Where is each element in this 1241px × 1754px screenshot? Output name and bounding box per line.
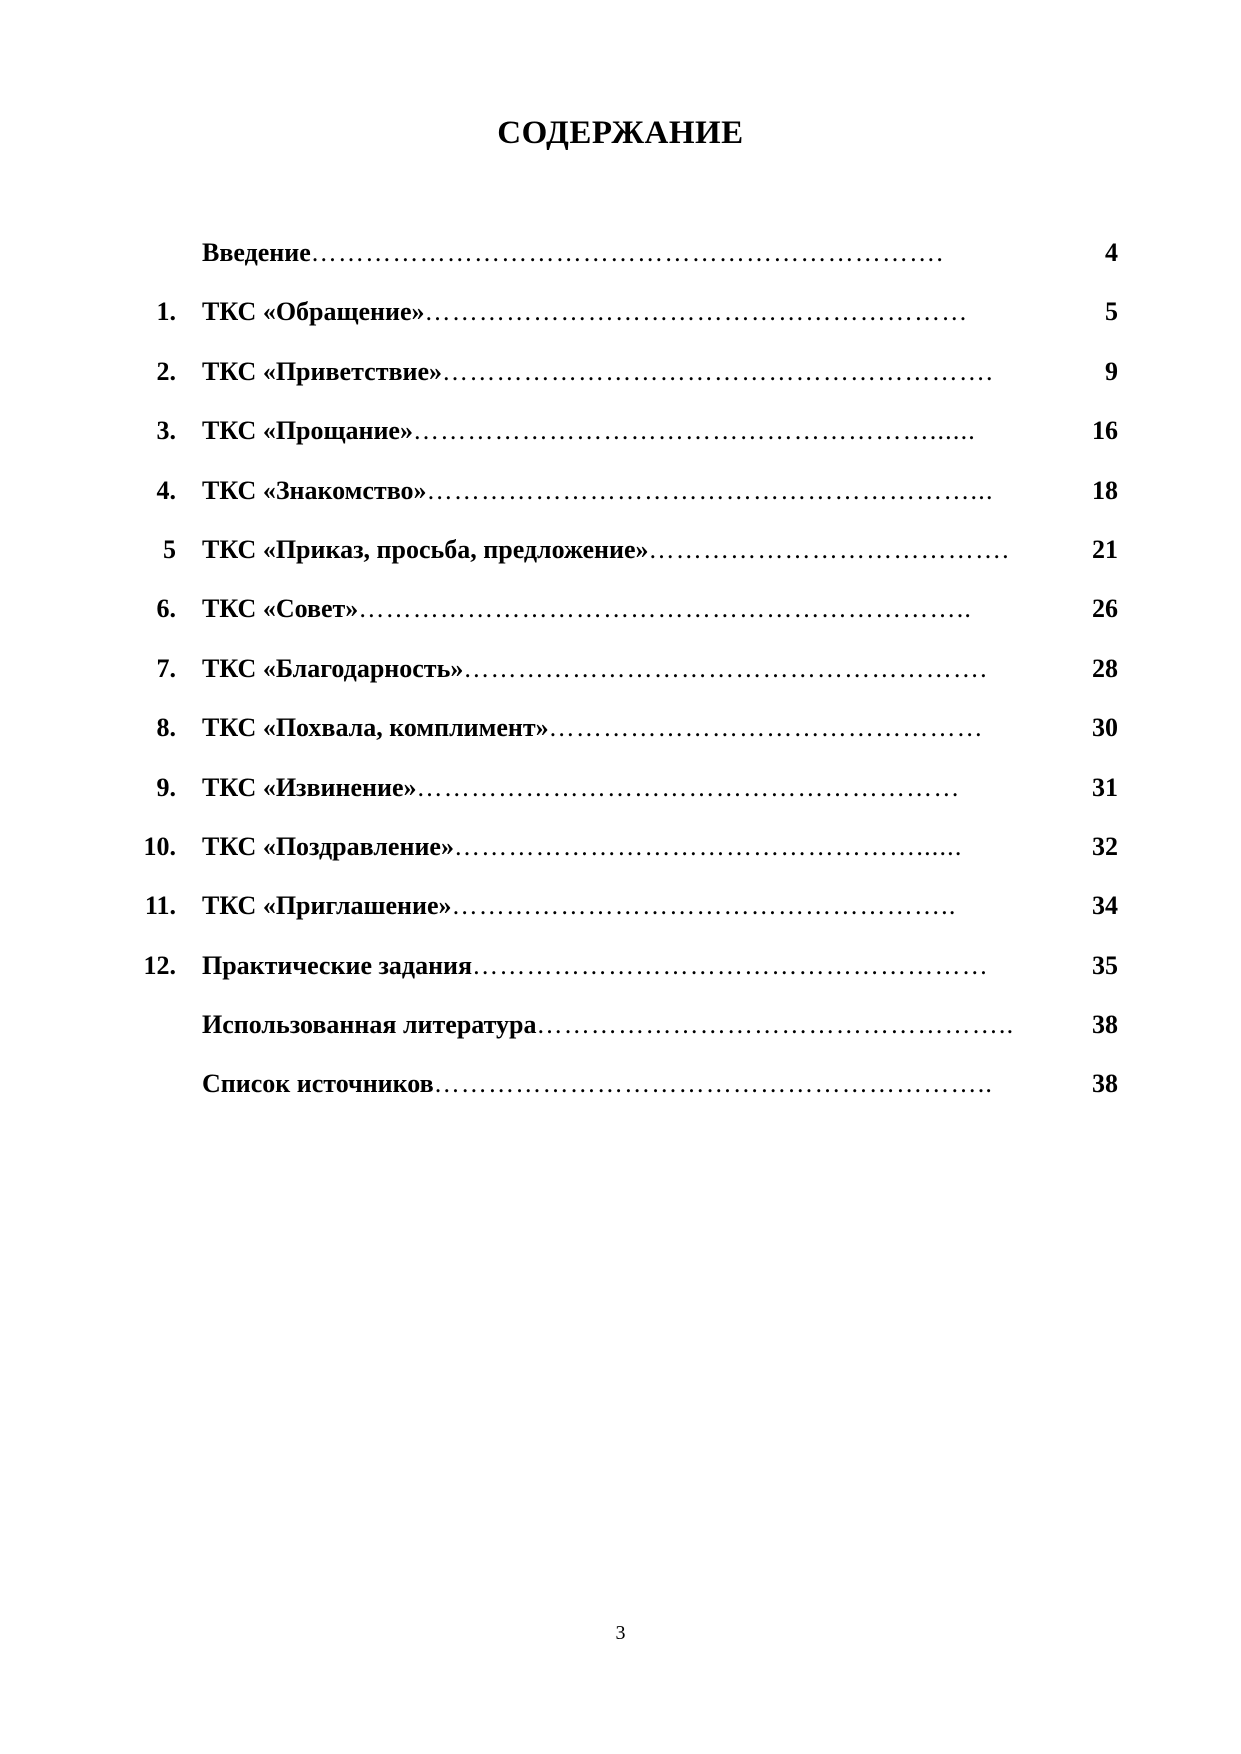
toc-entry-page: 16 [1092, 416, 1118, 446]
toc-entry-title-line [202, 832, 1056, 862]
page-number: 3 [615, 1622, 626, 1644]
toc-entry-leader-dots: ………………………………………… [548, 713, 984, 743]
page-title: СОДЕРЖАНИЕ [497, 115, 744, 151]
toc-entry[interactable] [0, 713, 1241, 772]
toc-entry-title-line [202, 535, 1056, 565]
toc-entry-title: ТКС «Приказ, просьба, предложение» [202, 534, 649, 564]
toc-entry-page: 31 [1092, 772, 1118, 802]
toc-entry[interactable] [0, 891, 1241, 950]
toc-entry-number: 9. [156, 772, 176, 802]
toc-entry-number: 4. [156, 475, 176, 505]
toc-entry[interactable] [0, 238, 1241, 297]
toc-entry-title: ТКС «Знакомство» [202, 475, 427, 505]
toc-entry-number: 10. [143, 831, 176, 861]
toc-entry-number: 12. [143, 950, 176, 980]
toc-entry-number: 8. [156, 713, 176, 743]
toc-entry-title-line [202, 773, 1056, 803]
toc-entry-leader-dots: …………………………………………………….. [433, 1069, 994, 1099]
toc-entry[interactable] [0, 476, 1241, 535]
toc-entry[interactable] [0, 1069, 1241, 1128]
toc-entry-leader-dots: ……………………………………………….. [451, 891, 957, 921]
toc-entry-title: ТКС «Благодарность» [202, 653, 464, 683]
toc-entry-page: 38 [1092, 1010, 1118, 1040]
toc-entry-number: 6. [156, 594, 176, 624]
toc-entry-leader-dots: …………………………………………………… [416, 772, 961, 802]
toc-entry-title-line [202, 891, 1056, 921]
toc-entry-title: ТКС «Прощание» [202, 416, 413, 446]
toc-entry-leader-dots: …………………………………………………. [463, 653, 988, 683]
toc-entry-page: 18 [1092, 475, 1118, 505]
toc-entry[interactable] [0, 416, 1241, 475]
toc-entry-title: ТКС «Приветствие» [202, 356, 443, 386]
toc-entry-title-line [202, 594, 1056, 624]
toc-entry-title: Список источников [202, 1069, 434, 1099]
toc-entry-title-line [202, 1069, 1056, 1099]
toc-entry[interactable] [0, 951, 1241, 1010]
toc-entry-page: 26 [1092, 594, 1118, 624]
toc-entry-title-line [202, 238, 1056, 268]
toc-entry-number: 1. [156, 297, 176, 327]
toc-entry-leader-dots: …………………………………………………...... [412, 416, 976, 446]
table-of-contents [0, 238, 1241, 1129]
toc-entry[interactable] [0, 297, 1241, 356]
toc-entry-leader-dots: …………………………………………………… [424, 297, 969, 327]
toc-entry-leader-dots: ……………………………………………………... [426, 475, 994, 505]
toc-entry[interactable] [0, 535, 1241, 594]
toc-entry-title-line [202, 951, 1056, 981]
toc-entry-title: ТКС «Поздравление» [202, 831, 454, 861]
toc-entry-leader-dots: ………………………………………………………….. [358, 594, 973, 624]
toc-entry-title-line [202, 476, 1056, 506]
toc-entry-number: 11. [144, 891, 176, 921]
toc-entry[interactable] [0, 594, 1241, 653]
toc-entry-title-line [202, 297, 1056, 327]
toc-entry-page: 4 [1105, 238, 1118, 267]
toc-entry-title-line [202, 1010, 1056, 1040]
toc-entry-title: ТКС «Похвала, комплимент» [202, 713, 549, 743]
toc-entry-number: 2. [156, 356, 176, 386]
toc-entry[interactable] [0, 832, 1241, 891]
toc-entry-page: 5 [1105, 297, 1118, 327]
toc-entry-title: Использованная литература [202, 1010, 537, 1040]
toc-entry-title-line [202, 416, 1056, 446]
toc-entry[interactable] [0, 1010, 1241, 1069]
toc-entry-title-line [202, 357, 1056, 387]
toc-entry-page: 28 [1092, 653, 1118, 683]
toc-entry-leader-dots: …………………………………………….. [536, 1010, 1015, 1040]
toc-entry-leader-dots: ……………………………………………………. [442, 356, 994, 386]
toc-entry-title-line [202, 654, 1056, 684]
toc-entry-page: 30 [1092, 713, 1118, 743]
toc-entry-leader-dots: …………………………………. [648, 534, 1010, 564]
toc-entry-leader-dots: ………………………………………………… [472, 950, 989, 980]
toc-entry-page: 35 [1092, 950, 1118, 980]
toc-entry-title: Введение [202, 238, 311, 267]
toc-entry[interactable] [0, 654, 1241, 713]
toc-entry[interactable] [0, 773, 1241, 832]
toc-entry-page: 34 [1092, 891, 1118, 921]
toc-entry-page: 38 [1092, 1069, 1118, 1099]
toc-entry[interactable] [0, 357, 1241, 416]
toc-entry-page: 32 [1092, 831, 1118, 861]
toc-entry-leader-dots: ……………………………………………………………. [310, 238, 945, 267]
toc-entry-title-line [202, 713, 1056, 743]
toc-entry-leader-dots: ……………………………………………...... [453, 831, 963, 861]
toc-entry-title: Практические задания [202, 950, 473, 980]
toc-entry-number: 3. [156, 416, 176, 446]
toc-entry-title: ТКС «Приглашение» [202, 891, 452, 921]
toc-entry-number: 5 [163, 534, 176, 564]
toc-entry-title: ТКС «Совет» [202, 594, 359, 624]
toc-entry-page: 21 [1092, 534, 1118, 564]
toc-entry-title: ТКС «Обращение» [202, 297, 425, 327]
toc-entry-page: 9 [1105, 356, 1118, 386]
toc-entry-number: 7. [156, 653, 176, 683]
toc-entry-title: ТКС «Извинение» [202, 772, 417, 802]
